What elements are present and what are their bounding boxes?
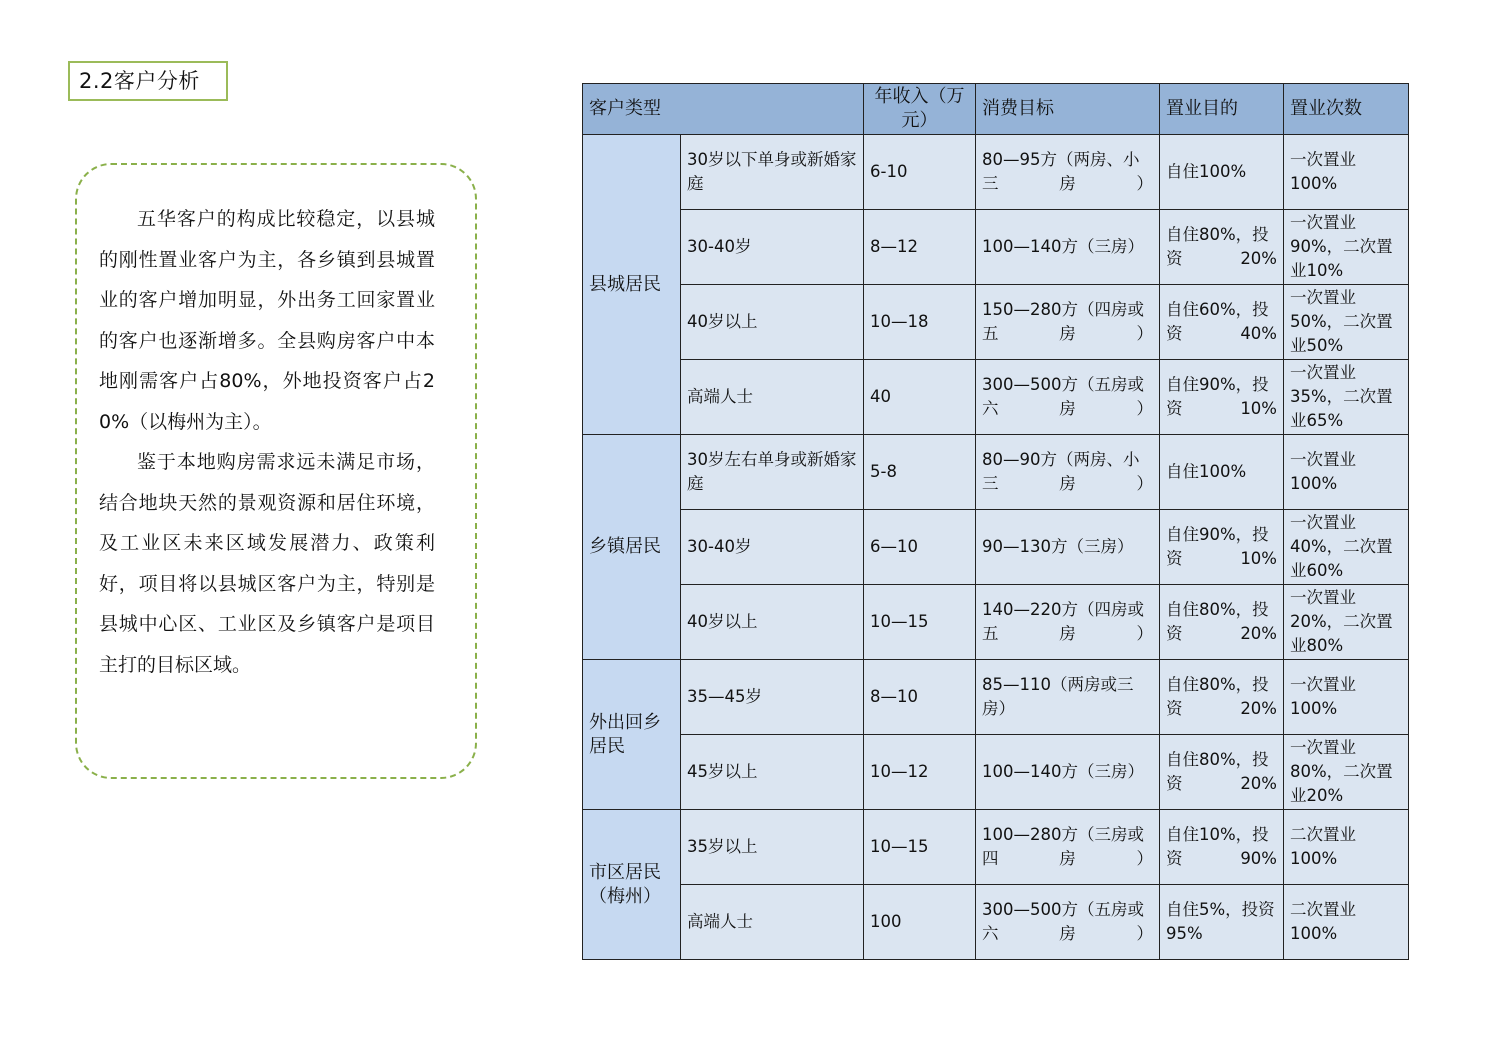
income-cell: 10—12	[864, 735, 976, 810]
purpose-cell: 自住80%，投资20%	[1160, 735, 1284, 810]
income-cell: 5-8	[864, 435, 976, 510]
table-row	[583, 585, 1409, 660]
analysis-paragraph: 鉴于本地购房需求远未满足市场，结合地块天然的景观资源和居住环境，及工业区未来区域发展潜力、政策利好，项目将以县城区客户为主，特别是县城中心区、工业区及乡镇客户是项目主打的目标区域。	[99, 451, 435, 676]
table-row	[583, 360, 1409, 435]
header-purpose: 置业目的	[1160, 84, 1284, 135]
group-name: 县城居民	[583, 135, 681, 435]
group-name: 外出回乡居民	[583, 660, 681, 810]
table-row	[583, 510, 1409, 585]
purpose-cell: 自住60%，投资40%	[1160, 285, 1284, 360]
income-cell: 6-10	[864, 135, 976, 210]
target-cell: 90—130方（三房）	[976, 510, 1160, 585]
table-row	[583, 810, 1409, 885]
segment-cell: 45岁以上	[681, 735, 864, 810]
target-cell: 300—500方（五房或六房）	[976, 885, 1160, 960]
times-cell: 一次置业35%，二次置业65%	[1284, 360, 1409, 435]
income-cell: 10—15	[864, 585, 976, 660]
times-cell: 一次置业100%	[1284, 135, 1409, 210]
times-cell: 一次置业100%	[1284, 435, 1409, 510]
income-cell: 10—15	[864, 810, 976, 885]
target-cell: 85—110（两房或三房）	[976, 660, 1160, 735]
purpose-cell: 自住80%，投资20%	[1160, 585, 1284, 660]
times-cell: 二次置业100%	[1284, 810, 1409, 885]
purpose-cell: 自住100%	[1160, 435, 1284, 510]
income-cell: 10—18	[864, 285, 976, 360]
table-row	[583, 135, 1409, 210]
income-cell: 40	[864, 360, 976, 435]
target-cell: 300—500方（五房或六房）	[976, 360, 1160, 435]
segment-cell: 高端人士	[681, 360, 864, 435]
group-name: 市区居民（梅州）	[583, 810, 681, 960]
target-cell: 150—280方（四房或五房）	[976, 285, 1160, 360]
times-cell: 二次置业100%	[1284, 885, 1409, 960]
segment-cell: 40岁以上	[681, 285, 864, 360]
table-row	[583, 210, 1409, 285]
table-row	[583, 660, 1409, 735]
table-row	[583, 885, 1409, 960]
target-cell: 100—280方（三房或四房）	[976, 810, 1160, 885]
income-cell: 6—10	[864, 510, 976, 585]
customer-table	[582, 83, 1409, 960]
income-cell: 8—10	[864, 660, 976, 735]
table-row	[583, 285, 1409, 360]
group-name: 乡镇居民	[583, 435, 681, 660]
target-cell: 80—90方（两房、小三房）	[976, 435, 1160, 510]
header-times: 置业次数	[1284, 84, 1409, 135]
times-cell: 一次置业40%，二次置业60%	[1284, 510, 1409, 585]
table-row	[583, 435, 1409, 510]
times-cell: 一次置业20%，二次置业80%	[1284, 585, 1409, 660]
table-header-row	[583, 84, 1409, 135]
segment-cell: 30岁左右单身或新婚家庭	[681, 435, 864, 510]
income-cell: 8—12	[864, 210, 976, 285]
segment-cell: 35岁以上	[681, 810, 864, 885]
times-cell: 一次置业50%，二次置业50%	[1284, 285, 1409, 360]
header-income: 年收入（万元）	[864, 84, 976, 135]
header-target: 消费目标	[976, 84, 1160, 135]
purpose-cell: 自住10%，投资90%	[1160, 810, 1284, 885]
purpose-cell: 自住90%，投资10%	[1160, 510, 1284, 585]
segment-cell: 30-40岁	[681, 510, 864, 585]
header-customer-type: 客户类型	[583, 84, 864, 135]
income-cell: 100	[864, 885, 976, 960]
segment-cell: 高端人士	[681, 885, 864, 960]
times-cell: 一次置业80%，二次置业20%	[1284, 735, 1409, 810]
table-row	[583, 735, 1409, 810]
segment-cell: 40岁以上	[681, 585, 864, 660]
purpose-cell: 自住5%，投资95%	[1160, 885, 1284, 960]
segment-cell: 30岁以下单身或新婚家庭	[681, 135, 864, 210]
times-cell: 一次置业100%	[1284, 660, 1409, 735]
analysis-paragraph: 五华客户的构成比较稳定，以县城的刚性置业客户为主，各乡镇到县城置业的客户增加明显，外出务工回家置业的客户也逐渐增多。全县购房客户中本地刚需客户占80%，外地投资客户占20%（以梅州为主）。	[99, 208, 435, 433]
target-cell: 140—220方（四房或五房）	[976, 585, 1160, 660]
purpose-cell: 自住80%，投资20%	[1160, 660, 1284, 735]
purpose-cell: 自住90%，投资10%	[1160, 360, 1284, 435]
times-cell: 一次置业90%，二次置业10%	[1284, 210, 1409, 285]
segment-cell: 30-40岁	[681, 210, 864, 285]
target-cell: 100—140方（三房）	[976, 735, 1160, 810]
purpose-cell: 自住100%	[1160, 135, 1284, 210]
target-cell: 100—140方（三房）	[976, 210, 1160, 285]
segment-cell: 35—45岁	[681, 660, 864, 735]
target-cell: 80—95方（两房、小三房）	[976, 135, 1160, 210]
purpose-cell: 自住80%，投资20%	[1160, 210, 1284, 285]
section-title: 2.2客户分析	[68, 61, 228, 101]
analysis-note-box	[75, 163, 477, 779]
